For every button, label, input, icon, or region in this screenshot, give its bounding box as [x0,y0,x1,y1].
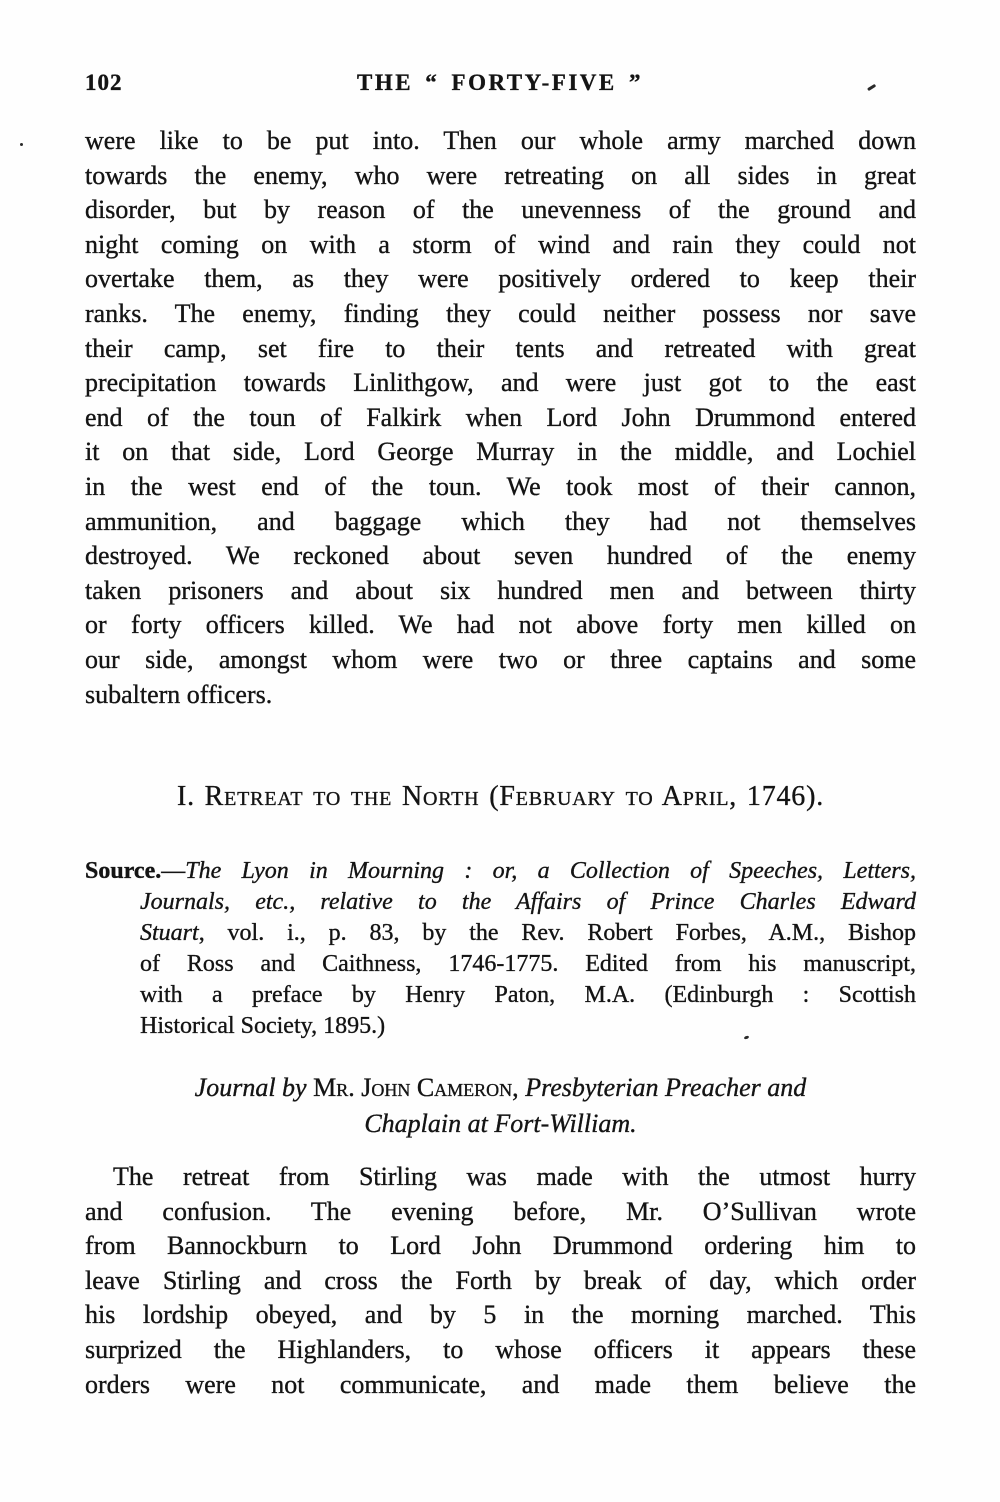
text-segment: taken prisoners and about six hundred men and between thirty [85,575,916,605]
text-line [85,1264,916,1299]
page-number: 102 [85,70,123,95]
text-segment: Chaplain at Fort-William. [364,1109,637,1138]
text-line [85,574,916,609]
text-line [85,1195,916,1230]
text-line [85,1106,916,1142]
text-segment: , vol. i., p. 83, by the Rev. Robert Forbes, A.M., Bishop [198,920,916,946]
section-heading: I. Retreat to the North (February to April, 1746). [176,781,825,812]
text-line [140,1011,916,1042]
text-line [85,1160,916,1195]
text-line [85,470,916,505]
text-line [85,332,916,367]
text-line [85,159,916,194]
text-line [85,124,916,159]
text-segment: — [161,858,186,884]
text-segment: their camp, set fire to their tents and retreated with great [85,333,916,363]
text-segment: with a preface by Henry Paton, M.A. (Edinburgh : Scottish [140,982,916,1008]
text-line [85,262,916,297]
text-line [85,435,916,470]
text-segment: The Lyon in Mourning : or, a Collection of Speeches, Letters, [185,858,916,884]
text-line [85,1333,916,1368]
journal-byline [85,1070,916,1142]
text-segment: Source. [85,858,162,884]
text-line [85,228,916,263]
text-segment: Journal by [194,1073,314,1102]
text-line [85,643,916,678]
text-line [85,366,916,401]
text-line [85,401,916,436]
text-segment: overtake them, as they were positively ordered to keep their [85,264,916,294]
text-segment: from Bannockburn to Lord John Drummond ordering him to [85,1231,916,1261]
running-header [85,70,915,100]
text-segment: our side, amongst whom were two or three captains and some [85,644,916,674]
body-paragraph-1 [85,124,916,712]
text-segment: or forty officers killed. We had not above forty men killed on [85,610,916,640]
text-segment: and confusion. The evening before, Mr. O’Sullivan wrote [85,1196,916,1226]
body-paragraph-2 [85,1160,916,1402]
text-segment: destroyed. We reckoned about seven hundred of the enemy [85,541,916,571]
running-title: THE “ FORTY-FIVE ” [356,70,643,95]
text-segment: his lordship obeyed, and by 5 in the morning marched. This [85,1300,916,1330]
text-line [85,856,916,887]
text-segment: of Ross and Caithness, 1746-1775. Edited from his manuscript, [140,951,916,977]
text-segment: end of the toun of Falkirk when Lord John Drummond entered [85,402,916,432]
text-segment: it on that side, Lord George Murray in the middle, and Lochiel [85,437,916,467]
text-line [85,678,916,713]
text-segment: surprized the Highlanders, to whose officers it appears these [85,1334,916,1364]
text-segment: Historical Society, 1895.) [140,1013,386,1039]
text-segment: ammunition, and baggage which they had not themselves [85,506,916,536]
text-line [85,1229,916,1264]
text-line [85,539,916,574]
text-segment: Journals, etc., relative to the Affairs of Prince Charles Edward [140,889,916,915]
text-line [85,1070,916,1106]
text-segment: Mr. John Cameron, [313,1073,519,1102]
text-segment: subaltern officers. [85,679,273,709]
text-segment: were like to be put into. Then our whole army marched down [85,126,916,155]
text-segment: disorder, but by reason of the unevenness of the ground and [85,195,916,225]
scan-speck [20,143,23,146]
text-line [85,608,916,643]
text-segment: night coming on with a storm of wind and rain they could not [85,229,916,259]
text-segment: The retreat from Stirling was made with the utmost hurry [113,1162,916,1191]
text-line [85,1368,916,1403]
text-line [85,1298,916,1333]
text-segment: leave Stirling and cross the Forth by break of day, which order [85,1265,916,1295]
text-segment: in the west end of the toun. We took most of their cannon, [85,471,916,501]
text-segment: towards the enemy, who were retreating on all sides in great [85,160,916,190]
text-line [140,918,916,949]
text-segment: Presbyterian Preacher and [518,1073,807,1102]
text-segment: orders were not communicate, and made them believe the [85,1369,916,1399]
text-line [140,980,916,1011]
source-note [85,856,916,1042]
text-line [85,505,916,540]
text-line [85,297,916,332]
text-line [85,193,916,228]
text-segment: precipitation towards Linlithgow, and were just got to the east [85,368,916,398]
text-line [140,887,916,918]
text-line [140,949,916,980]
text-segment: Stuart [140,920,199,946]
text-segment: ranks. The enemy, finding they could neither possess nor save [85,298,916,328]
